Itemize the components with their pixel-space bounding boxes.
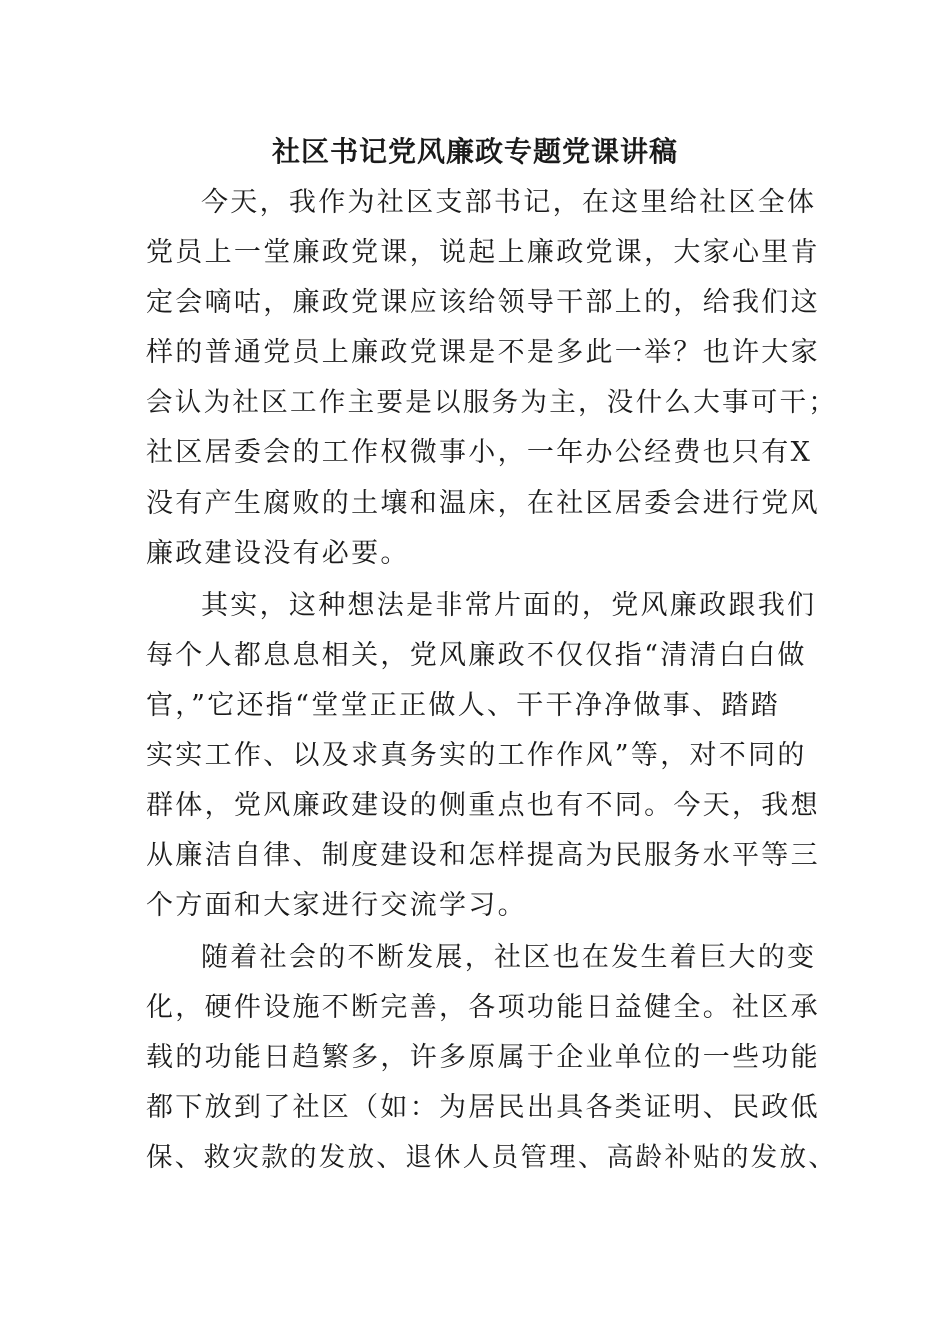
paragraph-line: 其实，这种想法是非常片面的，党风廉政跟我们 — [201, 590, 817, 621]
paragraph-line: 党员上一堂廉政党课，说起上廉政党课，大家心里肯 — [146, 237, 820, 268]
paragraph-line: 社区居委会的工作权微事小，一年办公经费也只有X — [146, 437, 813, 468]
paragraph-line: 今天，我作为社区支部书记，在这里给社区全体 — [201, 187, 817, 218]
paragraph-line: 都下放到了社区（如：为居民出具各类证明、民政低 — [146, 1092, 820, 1123]
paragraph-line: 群体，党风廉政建设的侧重点也有不同。今天，我想 — [146, 790, 820, 821]
paragraph-line: 定会嘀咕，廉政党课应该给领导干部上的，给我们这 — [146, 287, 820, 318]
paragraph-line: 样的普通党员上廉政党课是不是多此一举？也许大家 — [146, 337, 820, 368]
paragraph-line: 会认为社区工作主要是以服务为主，没什么大事可干； — [146, 387, 838, 418]
paragraph-line: 没有产生腐败的土壤和温床，在社区居委会进行党风 — [146, 488, 820, 519]
paragraph-line: 化，硬件设施不断完善，各项功能日益健全。社区承 — [146, 992, 820, 1023]
paragraph-line: 从廉洁自律、制度建设和怎样提高为民服务水平等三 — [146, 840, 820, 871]
paragraph-line: 保、救灾款的发放、退休人员管理、高龄补贴的发放、 — [146, 1142, 838, 1173]
document-title: 社区书记党风廉政专题党课讲稿 — [271, 135, 678, 168]
paragraph-line: 官，”它还指“堂堂正正做人、干干净净做事、踏踏 — [146, 690, 781, 721]
paragraph-line: 个方面和大家进行交流学习。 — [146, 890, 527, 921]
paragraph-line: 廉政建设没有必要。 — [146, 538, 410, 569]
paragraph-line: 每个人都息息相关，党风廉政不仅仅指“清清白白做 — [146, 640, 807, 671]
paragraph-line: 载的功能日趋繁多，许多原属于企业单位的一些功能 — [146, 1042, 820, 1073]
paragraph-line: 随着社会的不断发展，社区也在发生着巨大的变 — [201, 942, 817, 973]
paragraph-line: 实实工作、以及求真务实的工作作风”等，对不同的 — [146, 740, 807, 771]
